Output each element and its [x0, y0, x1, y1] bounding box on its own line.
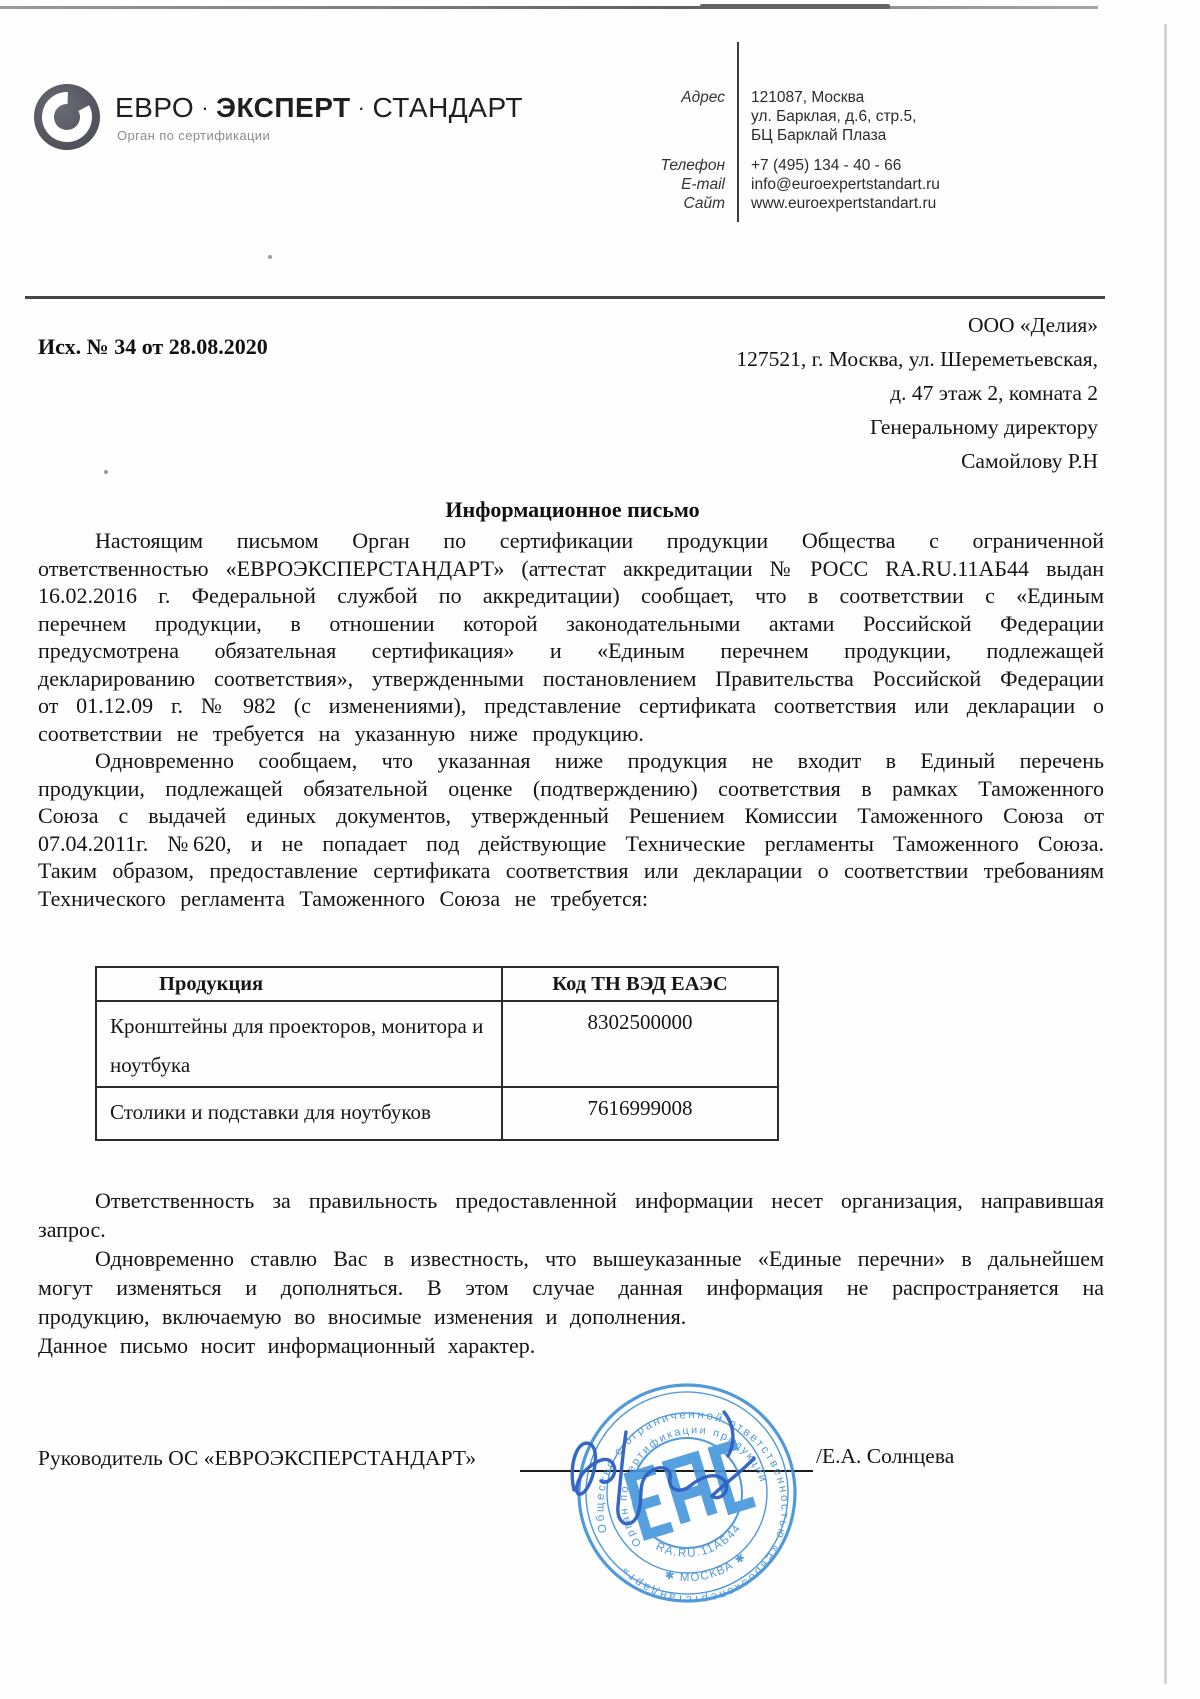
spacer — [751, 145, 1081, 156]
signatory-name: /Е.А. Солнцева — [816, 1444, 955, 1468]
column-header-product: Продукция — [96, 967, 502, 1001]
paragraph-certification-info: Настоящим письмом Орган по сертификации продукции Общества с ограниченной ответственностью «ЕВРОЭКСПЕРСТАНДАРТ» (аттестат аккредитации № РОСС RA.RU.11АБ44 выдан 16.02.2016 г. Федеральной службой по аккредитации) сообщает, что в соответствии с «Единым перечнем продукции, в отношении которой законодательными актами Российской Федерации предусмотрена обязательная сертификация» и «Единым перечнем продукции, подлежащей декларированию соответствия», утвержденными постановлением Правительства Российской Федерации от 01.12.09 г. № 982 (с изменениями), представление сертификата соответствия или декларации о соответствии не требуется на указанную ниже продукцию. — [38, 528, 1104, 746]
handwritten-signature-icon — [548, 1398, 778, 1548]
scan-speck — [268, 255, 272, 259]
contact-labels-column — [540, 88, 725, 213]
brand-word-expert: ЭКСПЕРТ — [216, 92, 351, 123]
product-cell: Столики и подставки для ноутбуков — [96, 1087, 502, 1140]
scan-artifact-top-line — [0, 6, 1098, 9]
product-codes-table — [95, 966, 779, 1141]
code-cell: 7616999008 — [502, 1087, 778, 1140]
scan-artifact-right-line — [1164, 24, 1167, 1684]
signatory-position: Руководитель ОС «ЕВРОЭКСПЕРСТАНДАРТ» — [38, 1446, 477, 1470]
contact-divider-line — [737, 42, 739, 222]
address-line: БЦ Барклай Плаза — [751, 127, 887, 144]
site-label: Сайт — [683, 195, 725, 212]
addressee-block — [538, 308, 1098, 478]
brand-subtitle: Орган по сертификации — [117, 128, 271, 143]
brand-separator-dot: · — [201, 95, 210, 120]
scan-artifact-top-blob — [700, 4, 890, 9]
paragraph-lists-update: Одновременно ставлю Вас в известность, что вышеуказанные «Единые перечни» в дальнейшем могут изменяться и дополняться. В этом случае данная информация не распространяется на продукцию, включаемую во вносимые изменения и дополнения. — [38, 1246, 1104, 1329]
scan-speck — [104, 470, 108, 474]
addressee-position: Генеральному директору — [870, 415, 1098, 439]
column-header-code: Код ТН ВЭД ЕАЭС — [502, 967, 778, 1001]
stamp-inner-text: Орган по сертификации продукции — [617, 1424, 770, 1549]
site-value: www.euroexpertstandart.ru — [751, 195, 937, 212]
letter-body — [38, 527, 1104, 912]
brand-word-standart: СТАНДАРТ — [372, 92, 523, 123]
addressee-company: ООО «Делия» — [967, 313, 1098, 337]
spacer — [540, 107, 725, 156]
stamp-accreditation-number: RA.RU.11АБ44 — [653, 1522, 744, 1561]
addressee-person: Самойлову Р.Н — [961, 449, 1098, 473]
address-line: ул. Барклая, д.6, стр.5, — [751, 108, 917, 125]
phone-value: +7 (495) 134 - 40 - 66 — [751, 157, 902, 174]
addressee-address-line: д. 47 этаж 2, комната 2 — [890, 381, 1098, 405]
header-divider-rule — [25, 296, 1105, 299]
table-header-row — [96, 967, 778, 1001]
paragraph-informational-note: Данное письмо носит информационный характер. — [38, 1333, 536, 1358]
addressee-address-line: 127521, г. Москва, ул. Шереметьевская, — [736, 347, 1098, 371]
stamp-city-text: ✱ МОСКВА ✱ — [663, 1550, 750, 1585]
table-row — [96, 1087, 778, 1140]
contact-values-column — [751, 88, 1081, 213]
paragraph-responsibility: Ответственность за правильность предоставленной информации несет организация, направившая запрос. — [38, 1188, 1104, 1242]
address-line: 121087, Москва — [751, 89, 865, 106]
brand-name — [115, 92, 523, 124]
letter-closing — [38, 1186, 1104, 1360]
table-row — [96, 1001, 778, 1087]
brand-separator-dot: · — [357, 95, 366, 120]
stamp-outer-text: Общество с ограниченной ответственностью «Евроэкспертстандарт» — [594, 1408, 791, 1606]
letter-title: Информационное письмо — [445, 497, 700, 522]
brand-word-euro: ЕВРО — [115, 92, 195, 123]
outgoing-reference: Исх. № 34 от 28.08.2020 — [38, 334, 268, 359]
phone-label: Телефон — [660, 157, 725, 174]
email-label: E-mail — [681, 176, 725, 193]
certification-body-logo-icon — [33, 83, 101, 151]
code-cell: 8302500000 — [502, 1001, 778, 1087]
email-value: info@euroexpertstandart.ru — [751, 176, 940, 193]
paragraph-customs-union-info: Одновременно сообщаем, что указанная ниже продукция не входит в Единый перечень продукции, подлежащей обязательной оценке (подтверждению) соответствия в рамках Таможенного Союза с выдачей единых документов, утвержденный Решением Комиссии Таможенного Союза от 07.04.2011г. №620, и не попадает под действующие Технические регламенты Таможенного Союза. Таким образом, предоставление сертификата соответствия или декларации о соответствии требованиям Технического регламента Таможенного Союза не требуется: — [38, 748, 1104, 911]
address-label: Адрес — [681, 89, 725, 106]
product-cell: Кронштейны для проекторов, монитора и ноутбука — [96, 1001, 502, 1087]
